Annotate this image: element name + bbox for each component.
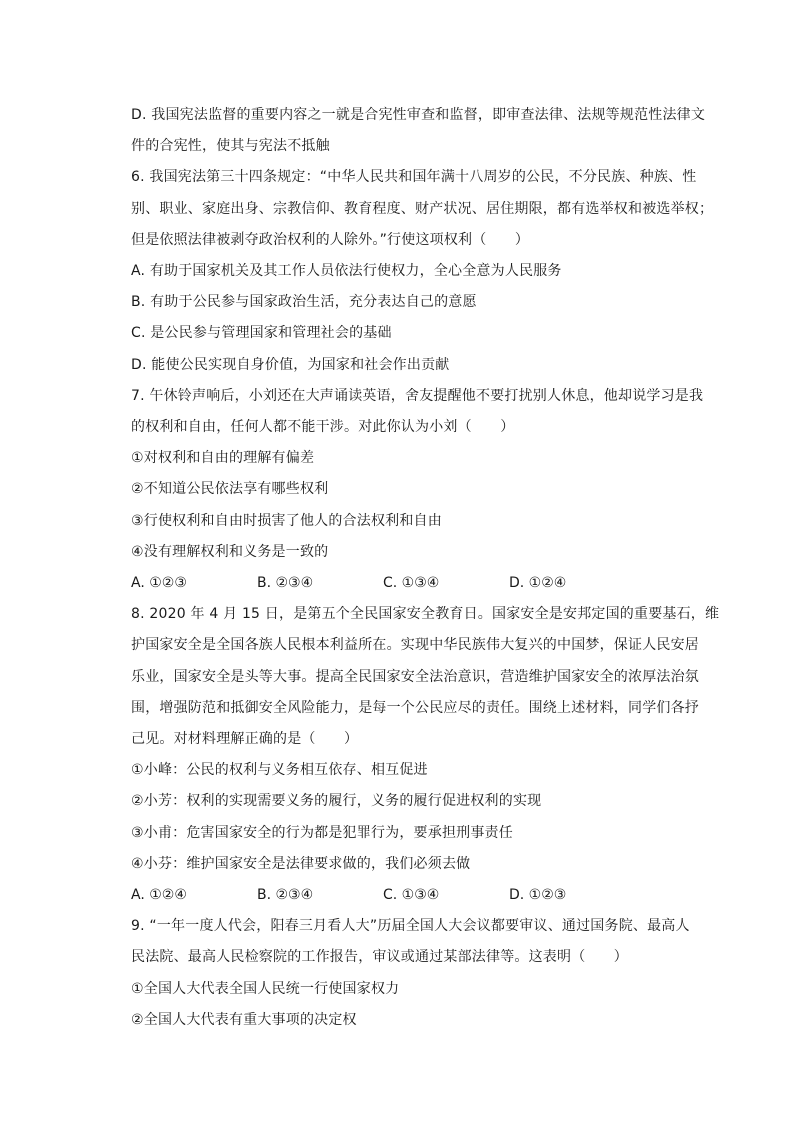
q9-statement: ②全国人大代表有重大事项的决定权 (131, 1011, 357, 1028)
q6-option-d: D. 能使公民实现自身价值，为国家和社会作出贡献 (131, 356, 450, 373)
q7-statement: ④没有理解权利和义务是一致的 (131, 543, 329, 560)
question-9-stem: 9. “一年一度人代会，阳春三月看人大”历届全国人大会议都要审议、通过国务院、最高人 (131, 918, 690, 935)
q7-option-d: D. ①②④ (509, 575, 567, 592)
q7-statement: ③行使权利和自由时损害了他人的合法权利和自由 (131, 512, 442, 529)
q7-option-c: C. ①③④ (383, 575, 440, 592)
q8-statement: ②小芳：权利的实现需要义务的履行，义务的履行促进权利的实现 (131, 793, 542, 810)
q7-statement: ②不知道公民依法享有哪些权利 (131, 481, 329, 498)
text-line: 的权利和自由，任何人都不能干涉。对此你认为小刘（ ） (131, 419, 515, 436)
q8-statement: ③小甫：危害国家安全的行为都是犯罪行为，要承担刑事责任 (131, 824, 513, 841)
text-line: 己见。对材料理解正确的是（ ） (131, 731, 359, 748)
text-line: 乐业，国家安全是头等大事。提高全民国家安全法治意识，营造维护国家安全的浓厚法治氛 (131, 668, 699, 685)
text-line: D. 我国宪法监督的重要内容之一就是合宪性审查和监督，即审查法律、法规等规范性法律文 (131, 107, 706, 123)
text-line: 民法院、最高人民检察院的工作报告，审议或通过某部法律等。这表明（ ） (131, 949, 628, 966)
text-line: 别、职业、家庭出身、宗教信仰、教育程度、财产状况、居住期限，都有选举权和被选举权； (131, 200, 714, 217)
text-line: 件的合宪性，使其与宪法不抵触 (131, 138, 330, 155)
question-7-stem: 7. 午休铃声响后，小刘还在大声诵读英语，舍友提醒他不要打扰别人休息，他却说学习是我 (131, 387, 704, 404)
q8-options (131, 880, 694, 911)
question-6-stem: 6. 我国宪法第三十四条规定：“中华人民共和国年满十八周岁的公民，不分民族、种族、性 (131, 169, 697, 186)
q6-option-c: C. 是公民参与管理国家和管理社会的基础 (131, 325, 392, 342)
q7-option-b: B. ②③④ (257, 575, 314, 592)
q7-options (131, 568, 694, 599)
q8-option-c: C. ①③④ (383, 887, 440, 904)
q8-statement: ④小芬：维护国家安全是法律要求做的，我们必须去做 (131, 855, 471, 872)
q8-option-d: D. ①②③ (509, 887, 567, 904)
q7-statement: ①对权利和自由的理解有偏差 (131, 450, 315, 467)
q7-option-a: A. ①②③ (131, 575, 187, 592)
text-line: 围，增强防范和抵御安全风险能力，是每一个公民应尽的责任。围绕上述材料，同学们各抒 (131, 699, 699, 716)
text-line: 护国家安全是全国各族人民根本利益所在。实现中华民族伟大复兴的中国梦，保证人民安居 (131, 637, 699, 654)
q8-option-a: A. ①②④ (131, 887, 187, 904)
q8-option-b: B. ②③④ (257, 887, 314, 904)
question-8-stem: 8. 2020 年 4 月 15 日，是第五个全民国家安全教育日。国家安全是安邦定国的重要基石，维 (131, 606, 720, 623)
text-line: 但是依照法律被剥夺政治权利的人除外。”行使这项权利（ ） (131, 231, 530, 248)
q6-option-a: A. 有助于国家机关及其工作人员依法行使权力，全心全意为人民服务 (131, 263, 562, 280)
q6-option-b: B. 有助于公民参与国家政治生活，充分表达自己的意愿 (131, 294, 477, 311)
q8-statement: ①小峰：公民的权利与义务相互依存、相互促进 (131, 762, 428, 779)
q9-statement: ①全国人大代表全国人民统一行使国家权力 (131, 980, 400, 997)
